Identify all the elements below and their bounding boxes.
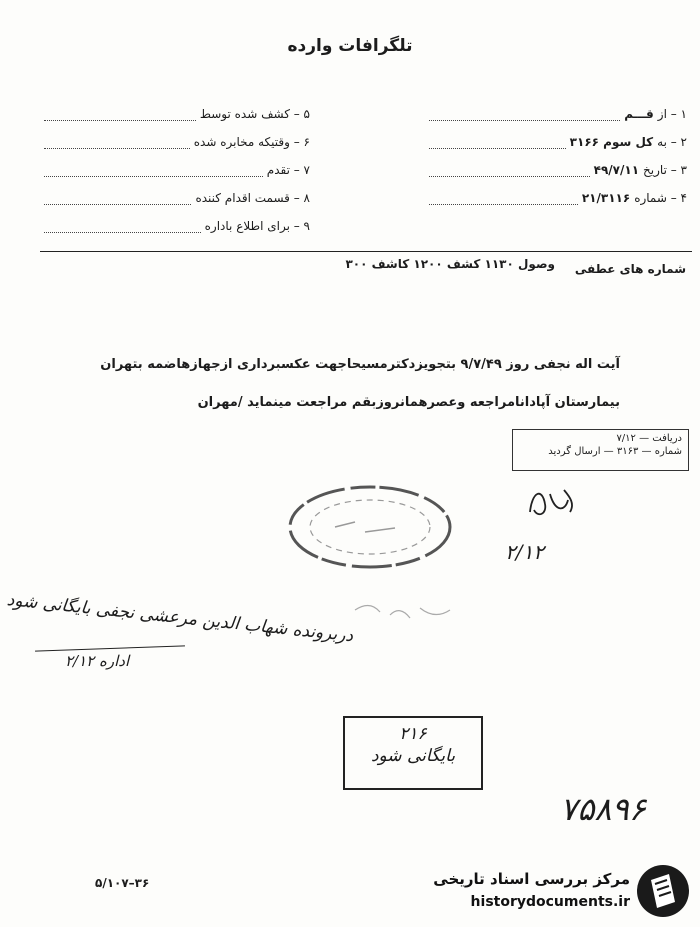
watermark-url: historydocuments.ir <box>470 894 630 910</box>
handwritten-note-line-2: اداره ۲/۱۲ <box>65 652 130 670</box>
watermark-title: مرکز بررسی اسناد تاریخی <box>433 870 630 888</box>
archive-stamp-text: بایگانی شود <box>370 746 456 766</box>
field-label: ۷ – تقدم <box>266 163 310 177</box>
field-dots <box>44 110 196 121</box>
archive-stamp-number: ۲۱۶ <box>399 724 427 744</box>
field-value: ۲۱/۳۱۱۶ <box>581 191 631 205</box>
left-fields <box>40 93 310 233</box>
message-line-2: بیمارستان آپادانامراجعه وعصرهمانروزبقم مراجعت مینماید /مهران <box>197 395 620 410</box>
field-to <box>425 121 687 149</box>
field-dots <box>429 166 590 177</box>
field-label: ۹ – برای اطلاع باداره <box>204 219 310 233</box>
field-priority <box>40 149 310 177</box>
field-dots <box>429 110 620 121</box>
field-dots <box>44 194 191 205</box>
field-decoded-by <box>40 93 310 121</box>
field-label: ۳ – تاریخ <box>643 163 687 177</box>
handwritten-note-line-1: دربرونده شهاب الدین مرعشی نجفی بایگانی شود <box>5 590 355 647</box>
document-title: تلگرافات وارده <box>287 36 413 56</box>
field-action-unit <box>40 177 310 205</box>
field-dots <box>44 166 263 177</box>
field-value: کل سوم ۳۱۶۶ <box>569 135 654 149</box>
received-stamp <box>512 429 689 471</box>
field-date <box>425 149 687 177</box>
received-stamp-line-1: دریافت — ۷/۱۲ <box>616 433 682 444</box>
handwritten-initials: ۲/۱۲ <box>505 540 544 564</box>
right-fields <box>425 93 687 205</box>
field-for-info <box>40 205 310 233</box>
field-value: قـــم <box>624 107 654 121</box>
field-dots <box>429 138 566 149</box>
note-underline <box>35 645 185 651</box>
field-number <box>425 177 687 205</box>
reference-label: شماره های عطفی <box>574 262 686 276</box>
watermark <box>420 858 695 923</box>
field-from <box>425 93 687 121</box>
field-value: ۴۹/۷/۱۱ <box>593 163 640 177</box>
archive-logo-icon <box>635 862 691 920</box>
reference-value: وصول ۱۱۳۰ کشف ۱۲۰۰ کاشف ۳۰۰ <box>345 257 555 271</box>
circular-stamp <box>285 482 455 572</box>
handwritten-number: ۷۵۸۹۶ <box>560 790 646 828</box>
field-label: ۵ – کشف شده توسط <box>199 107 310 121</box>
field-label: ۲ – به <box>657 135 687 149</box>
faint-marks <box>350 590 460 640</box>
field-label: ۸ – قسمت اقدام کننده <box>195 191 310 205</box>
field-label: ۶ – وقتیکه مخابره شده <box>193 135 310 149</box>
field-label: ۴ – شماره <box>634 191 687 205</box>
field-dots <box>429 194 578 205</box>
received-stamp-line-2: شماره — ۳۱۶۳ — ارسال گردید <box>548 446 682 457</box>
signature <box>520 482 580 527</box>
field-label: ۱ – از <box>657 107 687 121</box>
field-dots <box>44 222 201 233</box>
field-transmitted <box>40 121 310 149</box>
footer-code: ۵/۱۰۷–۳۶ <box>95 876 150 890</box>
message-line-1: آیت اله نجفی روز ۹/۷/۴۹ بتجویزدکترمسیحاجهت عکسبرداری ازجهازهاضمه بتهران <box>100 357 620 372</box>
horizontal-rule <box>40 251 692 252</box>
field-dots <box>44 138 190 149</box>
archive-stamp <box>343 716 483 790</box>
